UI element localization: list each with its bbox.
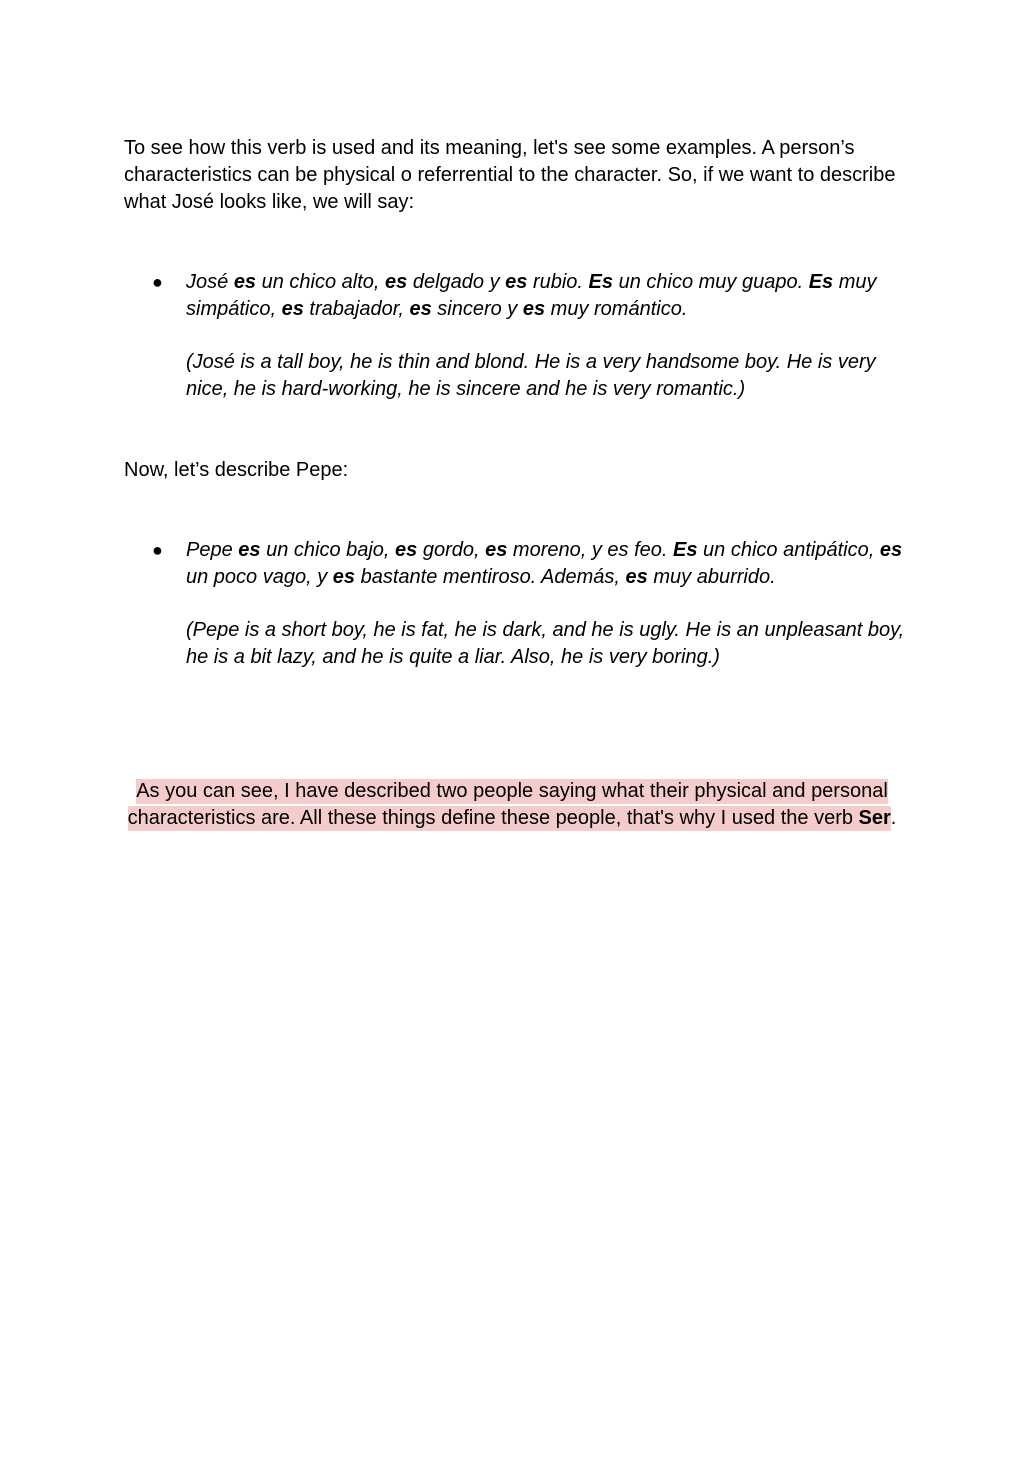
conclusion-highlighted-text: As you can see, I have described two people saying what their physical and personal characteristics are. All these things define these people, that's why I used the verb bbox=[127, 780, 888, 829]
pepe-example-bullet bbox=[150, 537, 915, 671]
sentence-fragment: sincero y bbox=[431, 298, 523, 320]
verb-es-bold: es bbox=[485, 539, 508, 561]
conclusion-paragraph bbox=[112, 778, 912, 832]
sentence-fragment: rubio. bbox=[527, 271, 589, 293]
sentence-fragment: moreno, y es feo. bbox=[507, 539, 674, 561]
sentence-fragment: muy aburrido. bbox=[647, 566, 776, 588]
pepe-spanish-sentence bbox=[186, 537, 915, 591]
sentence-fragment: bastante mentiroso. Además, bbox=[355, 566, 626, 588]
sentence-fragment: un chico antipático, bbox=[697, 539, 880, 561]
sentence-fragment: un chico muy guapo. bbox=[613, 271, 809, 293]
intro-paragraph: To see how this verb is used and its meaning, let's see some examples. A person’s characteristics can be physical o referrential to the character. So, if we want to describe what José looks like, we will say: bbox=[124, 137, 896, 213]
jose-example-bullet bbox=[150, 269, 915, 403]
sentence-fragment: muy romántico. bbox=[545, 298, 688, 320]
conclusion-period: . bbox=[890, 807, 897, 829]
verb-es-bold: es bbox=[238, 539, 261, 561]
sentence-fragment: Pepe bbox=[186, 539, 239, 561]
sentence-fragment: gordo, bbox=[417, 539, 486, 561]
verb-es-bold: es bbox=[385, 271, 408, 293]
verb-es-bold: es bbox=[233, 271, 257, 293]
verb-es-bold: es bbox=[625, 566, 648, 588]
verb-es-bold: Es bbox=[588, 271, 614, 293]
verb-es-bold: Es bbox=[808, 271, 834, 293]
verb-es-bold: es bbox=[281, 298, 304, 320]
verb-es-bold: es bbox=[522, 298, 546, 320]
verb-es-bold: es bbox=[395, 539, 418, 561]
sentence-fragment: trabajador, bbox=[303, 298, 410, 320]
jose-english-translation: (José is a tall boy, he is thin and blond. He is a very handsome boy. He is very nice, he is hard-working, he is sincere and he is very romantic.) bbox=[186, 351, 876, 400]
sentence-fragment: un poco vago, y bbox=[186, 566, 333, 588]
bullet-icon: ● bbox=[152, 272, 163, 292]
bullet-icon: ● bbox=[152, 540, 163, 560]
sentence-fragment: delgado y bbox=[407, 271, 506, 293]
pepe-intro-paragraph: Now, let’s describe Pepe: bbox=[124, 459, 349, 481]
verb-es-bold: es bbox=[505, 271, 528, 293]
sentence-fragment: un chico alto, bbox=[256, 271, 386, 293]
sentence-fragment: muy simpático, bbox=[186, 271, 877, 320]
verb-es-bold: es bbox=[332, 566, 356, 588]
verb-es-bold: Es bbox=[673, 539, 698, 561]
verb-es-bold: es bbox=[409, 298, 432, 320]
pepe-english-translation: (Pepe is a short boy, he is fat, he is dark, and he is ugly. He is an unpleasant boy, he is a bit lazy, and he is quite a liar. Also, he is very boring.) bbox=[186, 619, 905, 668]
verb-es-bold: es bbox=[879, 539, 903, 561]
conclusion-verb: Ser bbox=[858, 807, 891, 829]
jose-spanish-sentence bbox=[186, 269, 915, 323]
sentence-fragment: José bbox=[186, 271, 234, 293]
sentence-fragment: un chico bajo, bbox=[260, 539, 396, 561]
